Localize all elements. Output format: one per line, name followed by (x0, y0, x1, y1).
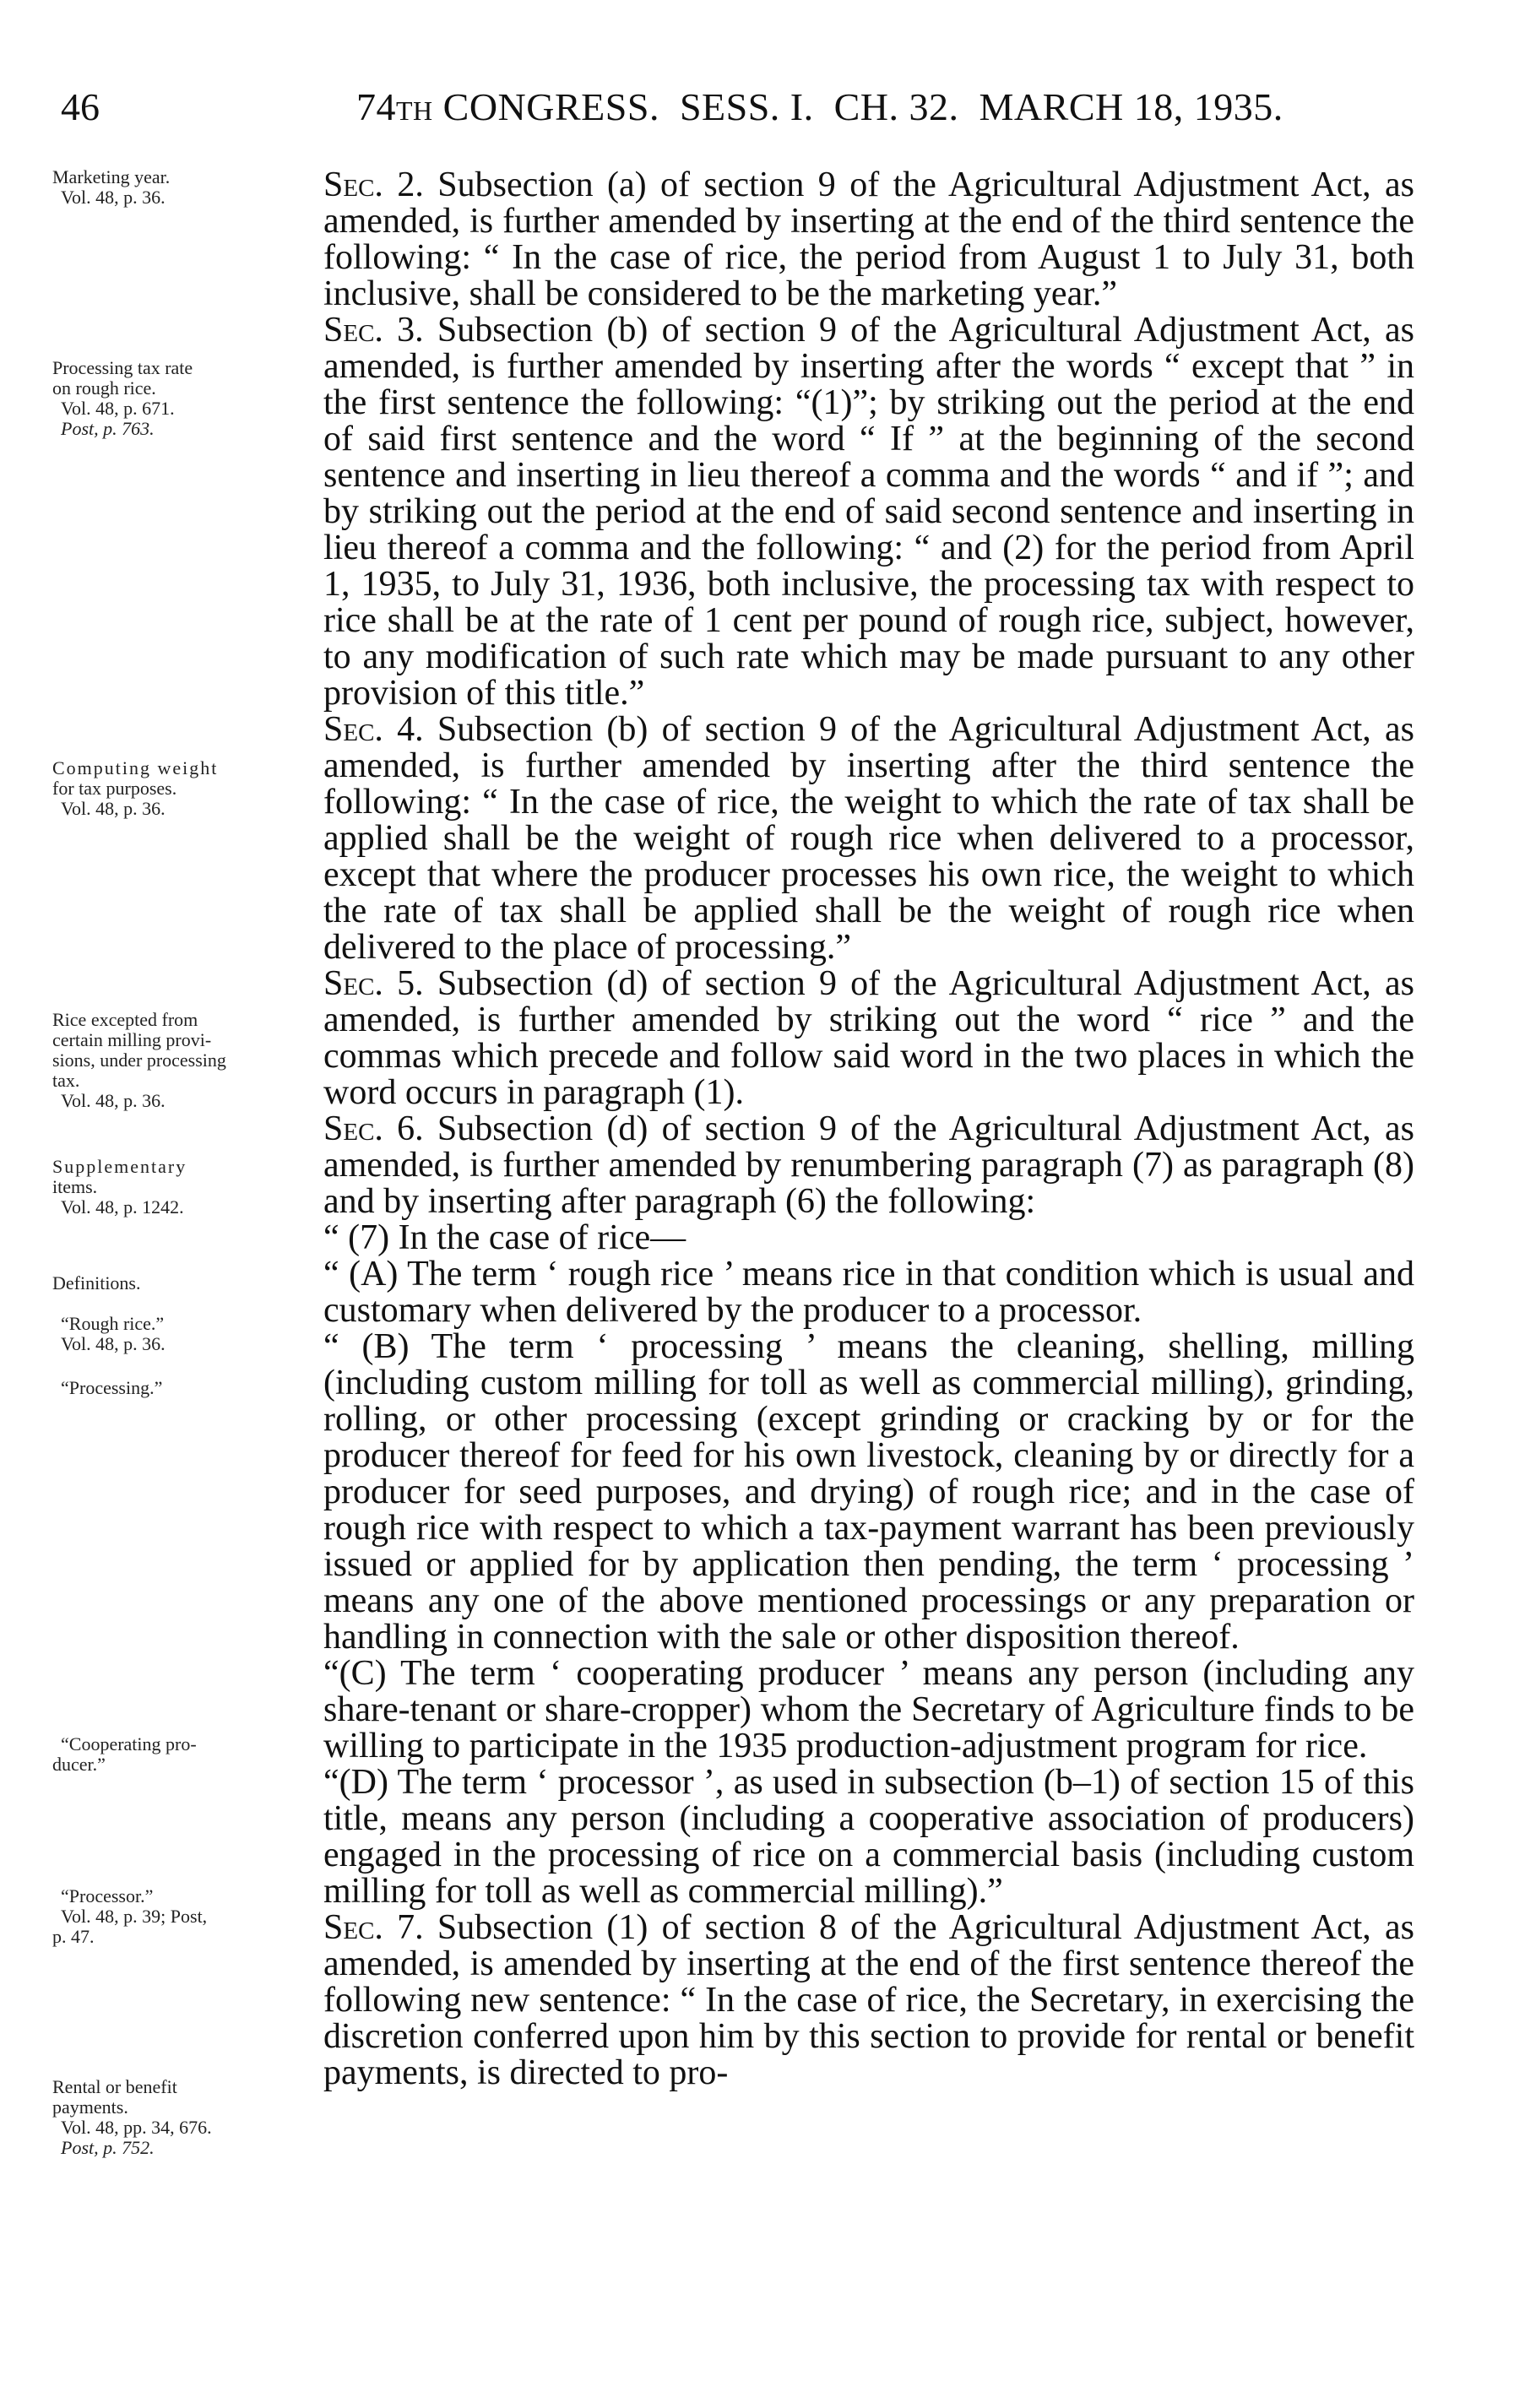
margin-note-line: Vol. 48, p. 39; Post, (61, 1906, 208, 1927)
margin-note-line: Rental or benefit (52, 2076, 177, 2097)
margin-note-line: Vol. 48, p. 36. (61, 187, 166, 208)
margin-note-line: Vol. 48, p. 1242. (61, 1196, 184, 1218)
section-text: Subsection (1) of section 8 of the Agricultural Adjustment Act, as amended, is amended by inserting at the end of the first sentence thereof the following new sentence: “ In the case of rice, the Secretary, in exercising the discretion conferred upon him by this section to provide for rental or benefit payments, is directed to pro- (323, 1908, 1414, 2092)
definition-a-rough-rice (323, 1256, 1414, 1329)
definition-c-cooperating-producer (323, 1656, 1414, 1765)
margin-note-line: Vol. 48, p. 36. (61, 1333, 166, 1354)
margin-note-rental-benefit (52, 2077, 323, 2158)
margin-note-line: for tax purposes. (52, 778, 177, 799)
margin-note-line: “Processor.” (61, 1885, 154, 1906)
running-head-text: CONGRESS. SESS. I. CH. 32. MARCH 18, 1935. (432, 85, 1283, 128)
margin-note-line: Vol. 48, p. 36. (61, 1090, 166, 1111)
margin-note-supplementary-items (52, 1157, 323, 1218)
paragraph-text: “ (A) The term ‘ rough rice ’ means rice in that condition which is usual and customary when delivered by the producer to a processor. (323, 1255, 1414, 1330)
section-number: Sec. 2. (323, 165, 424, 204)
paragraph-text: “(D) The term ‘ processor ’, as used in subsection (b–1) of section 15 of this title, means any person (including a cooperative association of producers) engaged in the processing of rice on a commercial basis (including custom milling for toll as well as commercial milling).” (323, 1763, 1414, 1911)
margin-note-line: tax. (52, 1070, 80, 1091)
section-number: Sec. 7. (323, 1908, 424, 1947)
margin-note-line: sions, under processing (52, 1049, 226, 1071)
margin-note-line: Rice excepted from (52, 1009, 198, 1030)
definition-d-processor (323, 1765, 1414, 1910)
margin-note-line: “Rough rice.” (61, 1313, 165, 1334)
margin-note-line: Marketing year. (52, 166, 171, 187)
margin-note-line: Vol. 48, pp. 34, 676. (61, 2117, 212, 2138)
margin-note-computing-weight (52, 758, 323, 819)
margin-note-line: Processing tax rate (52, 357, 193, 378)
margin-note-line: Vol. 48, p. 671. (61, 398, 175, 419)
margin-note-line: Post, p. 763. (61, 418, 155, 439)
section-text: Subsection (a) of section 9 of the Agricultural Adjustment Act, as amended, is further amended by inserting at the end of the third sentence the following: “ In the case of rice, the period from August 1 to July 31, both inclusive, shall be considered to be the marketing year.” (323, 165, 1415, 313)
margin-note-processing (52, 1378, 323, 1398)
section-3 (323, 312, 1414, 712)
running-head (356, 84, 1283, 129)
section-number: Sec. 5. (323, 964, 424, 1003)
margin-note-processing-tax-rate (52, 358, 323, 439)
definition-b-processing (323, 1329, 1414, 1656)
margin-note-line: Post, p. 752. (61, 2137, 155, 2158)
margin-note-line: “Cooperating pro- (61, 1733, 197, 1754)
margin-note-line: payments. (52, 2096, 128, 2118)
margin-note-line: Supplementary (52, 1156, 187, 1177)
margin-note-cooperating-producer (52, 1734, 323, 1775)
margin-note-rough-rice (52, 1314, 323, 1354)
margin-note-line: “Processing.” (61, 1377, 163, 1398)
margin-note-line: items. (52, 1176, 98, 1197)
margin-note-line: certain milling provi- (52, 1029, 212, 1050)
paragraph-text: “ (7) In the case of rice— (323, 1218, 686, 1257)
congress-ordinal-suffix: TH (396, 95, 433, 126)
congress-number: 74 (356, 85, 396, 128)
section-number: Sec. 4. (323, 710, 424, 749)
margin-note-processor (52, 1886, 323, 1947)
section-text: Subsection (b) of section 9 of the Agricultural Adjustment Act, as amended, is further amended by inserting after the third sentence the following: “ In the case of rice, the weight to which the rate of tax shall be applied shall be the weight of rough rice when delivered to a processor, except that where the producer processes his own rice, the weight to which the rate of tax shall be applied shall be the weight of rough rice when delivered to the place of processing.” (323, 710, 1414, 967)
section-number: Sec. 3. (323, 311, 424, 350)
paragraph-7-rice (323, 1220, 1414, 1256)
margin-note-rice-excepted (52, 1010, 323, 1111)
section-number: Sec. 6. (323, 1109, 424, 1148)
section-7 (323, 1910, 1414, 2091)
page-number: 46 (61, 85, 100, 128)
running-header (61, 84, 1453, 144)
margin-note-definitions (52, 1273, 323, 1293)
paragraph-text: “(C) The term ‘ cooperating producer ’ means any person (including any share-tenant or share-cropper) whom the Secretary of Agriculture finds to be willing to participate in the 1935 production-adjustment program for rice. (323, 1654, 1414, 1765)
section-5 (323, 966, 1414, 1111)
margin-note-marketing-year (52, 167, 323, 208)
section-text: Subsection (d) of section 9 of the Agricultural Adjustment Act, as amended, is further amended by renumbering paragraph (7) as paragraph (8) and by inserting after paragraph (6) the following: (323, 1109, 1414, 1221)
body-text (323, 167, 1414, 2091)
section-text: Subsection (b) of section 9 of the Agricultural Adjustment Act, as amended, is further amended by inserting after the words “ except that ” in the first sentence the following: “(1)”; by striking out the period at the end of said first sentence and the word “ If ” at the beginning of the second sentence and inserting in lieu thereof a comma and the words “ and if ”; and by striking out the period at the end of said second sentence and inserting in lieu thereof a comma and the following: “ and (2) for the period from April 1, 1935, to July 31, 1936, both inclusive, the processing tax with respect to rice shall be at the rate of 1 cent per pound of rough rice, subject, however, to any modification of such rate which may be made pursuant to any other provision of this title.” (323, 311, 1414, 713)
paragraph-text: “ (B) The term ‘ processing ’ means the cleaning, shelling, milling (including custom milling for toll as well as commercial milling), grinding, rolling, or other processing (except grinding or cracking by or for the producer thereof for feed for his own livestock, cleaning by or directly for a producer for seed purposes, and drying) of rough rice; and in the case of rough rice with respect to which a tax-payment warrant has been previously issued or applied for by application then pending, the term ‘ processing ’ means any one of the above mentioned processings or any preparation or handling in connection with the sale or other disposition thereof. (323, 1327, 1414, 1657)
margin-note-line: p. 47. (52, 1926, 95, 1947)
margin-note-line: ducer.” (52, 1754, 106, 1775)
section-text: Subsection (d) of section 9 of the Agricultural Adjustment Act, as amended, is further amended by striking out the word “ rice ” and the commas which precede and follow said word in the two places in which the word occurs in paragraph (1). (323, 964, 1414, 1112)
section-4 (323, 712, 1414, 966)
margin-note-line: Vol. 48, p. 36. (61, 798, 166, 819)
margin-note-line: Definitions. (52, 1272, 141, 1293)
section-2 (323, 167, 1414, 312)
margin-note-line: Computing weight (52, 757, 219, 778)
section-6 (323, 1111, 1414, 1220)
margin-note-line: on rough rice. (52, 377, 156, 399)
